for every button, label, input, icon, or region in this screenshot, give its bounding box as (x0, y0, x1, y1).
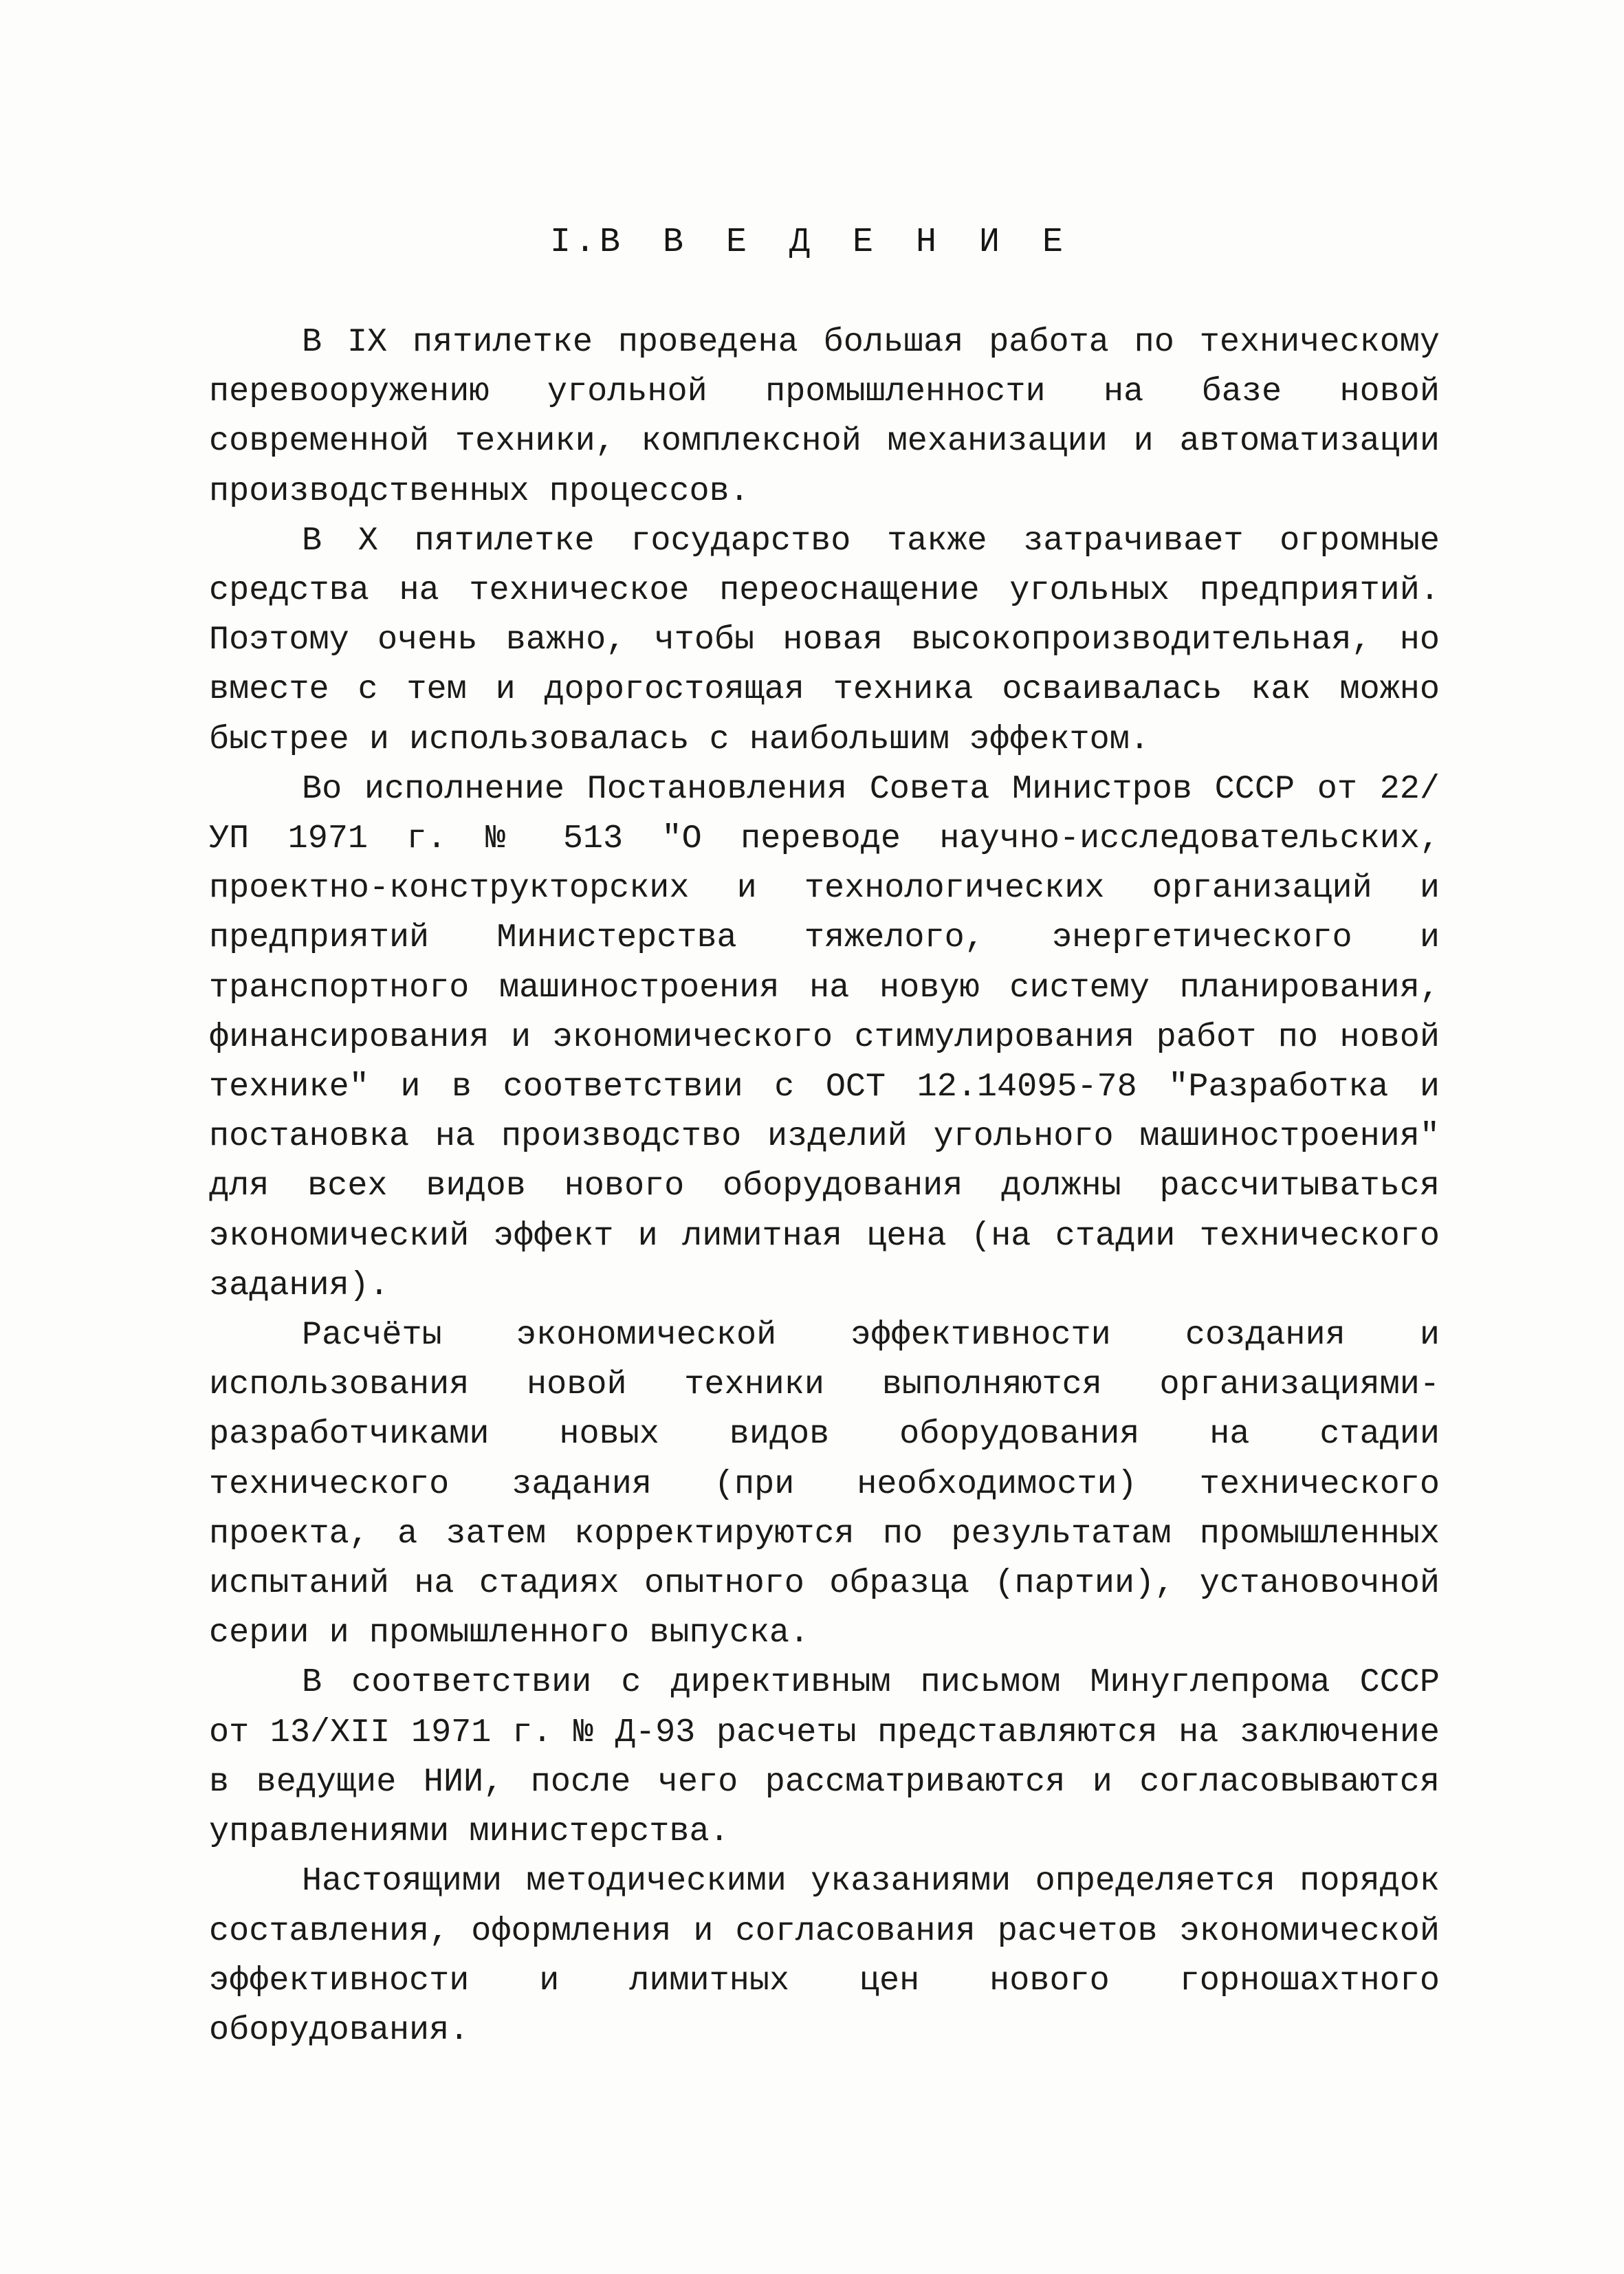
section-number: I. (549, 223, 600, 262)
paragraph-2: В X пятилетке государство также затрачивает огромные средства на техническое переоснащение угольных предприятий. Поэтому очень важно, чтобы новая высокопроизводительная, но вместе с тем и дорогостоящая техника осваивалась как можно быстрее и использовалась с наибольшим эффектом. (209, 521, 1440, 758)
paragraph-6: Настоящими методическими указаниями определяется порядок составления, оформления и согласования расчетов экономической эффективности и лимитных цен нового горношахтного оборудования. (209, 1862, 1440, 2049)
body-text (209, 318, 1440, 2055)
section-heading (0, 219, 1624, 267)
paragraph-4: Расчёты экономической эффективности создания и использования новой техники выполняются организациями-разработчиками новых видов оборудования на стадии технического задания (при необходимости) технического проекта, а затем корректируются по результатам промышленных испытаний на стадиях опытного образца (партии), установочной серии и промышленного выпуска. (209, 1316, 1440, 1652)
paragraph-5: В соответствии с директивным письмом Минуглепрома СССР от 13/XII 1971 г. № Д-93 расчеты представляются на заключение в ведущие НИИ, после чего рассматриваются и согласовываются управлениями министерства. (209, 1663, 1440, 1851)
section-title: В В Е Д Е Н И Е (599, 223, 1075, 262)
paragraph-3: Во исполнение Постановления Совета Министров СССР от 22/УП 1971 г. № 513 "О переводе научно-исследовательских, проектно-конструкторских и технологических организаций и предприятий Министерства тяжелого, энергетического и транспортного машиностроения на новую систему планирования, финансирования и экономического стимулирования работ по новой технике" и в соответствии с ОСТ 12.14095-78 "Разработка и постановка на производство изделий угольного машиностроения" для всех видов нового оборудования должны рассчитываться экономический эффект и лимитная цена (на стадии технического задания). (209, 769, 1440, 1304)
paragraph-1: В IX пятилетке проведена большая работа по техническому перевооружению угольной промышленности на базе новой современной техники, комплексной механизации и автоматизации производственных процессов. (209, 323, 1440, 510)
